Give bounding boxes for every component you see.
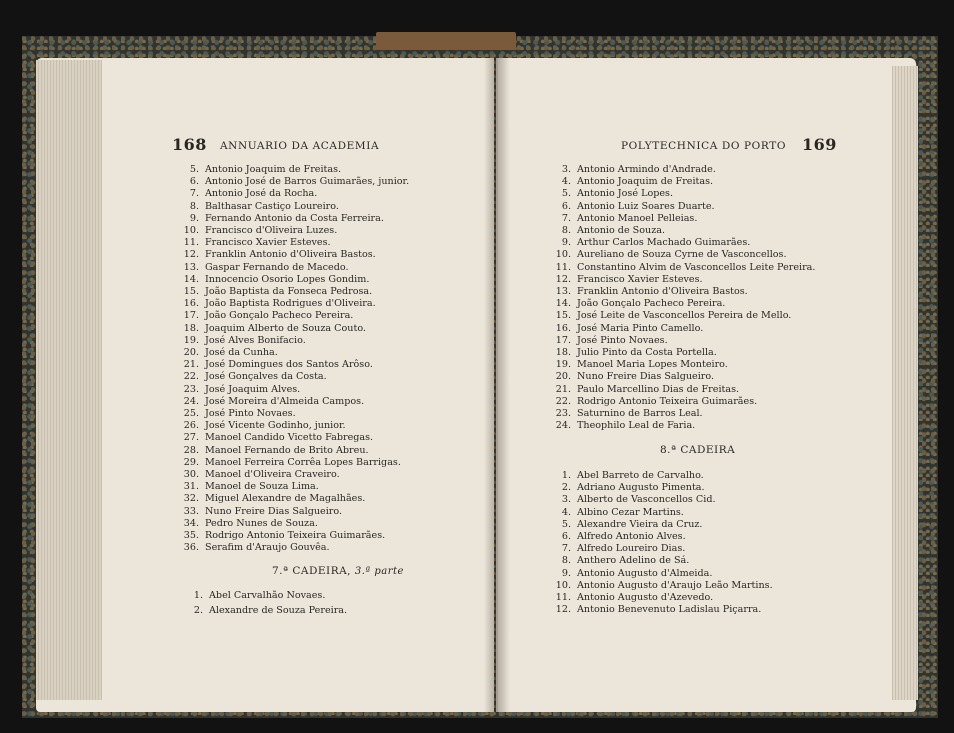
list-item	[183, 359, 373, 371]
entry-name: Manoel Fernando de Brito Abreu.	[205, 444, 369, 456]
entry-number: 7.	[561, 543, 571, 555]
entry-number: 10.	[555, 579, 571, 591]
entry-name: José Leite de Vasconcellos Pereira de Mello.	[577, 310, 792, 322]
list-item	[561, 482, 705, 494]
entry-name: Antonio José de Barros Guimarães, junior.	[205, 176, 410, 188]
entry-name: José Joaquim Alves.	[205, 383, 301, 395]
entry-name: Antonio Joaquim de Freitas.	[577, 176, 714, 188]
list-item	[183, 432, 374, 444]
entry-number: 12.	[183, 249, 199, 261]
list-item	[183, 347, 278, 358]
entry-number: 17.	[183, 310, 199, 322]
entry-number: 16.	[183, 298, 199, 310]
entry-number: 19.	[183, 334, 199, 346]
entry-number: 14.	[183, 273, 199, 285]
entry-name: Antonio José da Rocha.	[205, 188, 318, 200]
entry-number: 22.	[555, 395, 571, 407]
entry-number: 11.	[183, 237, 199, 249]
list-item	[183, 322, 366, 334]
entry-number: 13.	[183, 261, 199, 273]
entry-name: João Baptista Rodrigues d'Oliveira.	[205, 298, 376, 310]
entry-number: 25.	[183, 408, 199, 419]
entry-number: 18.	[183, 322, 199, 334]
entry-number: 3.	[561, 164, 571, 175]
entry-number: 24.	[555, 420, 571, 432]
entry-name: Manoel Maria Lopes Monteiro.	[577, 359, 728, 371]
list-item	[561, 470, 704, 481]
list-item	[561, 531, 686, 542]
list-item	[183, 383, 301, 395]
entry-number: 4.	[561, 176, 571, 188]
entry-name: Manoel Ferreira Corrêa Lopes Barrigas.	[205, 456, 401, 468]
list-item	[189, 164, 342, 175]
entry-name: Aureliano de Souza Cyrne de Vasconcellos.	[577, 249, 787, 261]
entry-number: 14.	[555, 298, 571, 310]
entry-number: 32.	[183, 493, 199, 505]
entry-number: 27.	[183, 432, 199, 444]
entry-number: 19.	[555, 359, 571, 371]
entry-number: 2.	[193, 604, 203, 616]
entry-name: João Gonçalo Pacheco Pereira.	[577, 298, 726, 310]
right-section-heading: 8.ª CADEIRA	[660, 444, 736, 456]
entry-name: Arthur Carlos Machado Guimarães.	[577, 237, 751, 249]
entry-name: José Moreira d'Almeida Campos.	[205, 395, 365, 407]
entry-name: Manoel Candido Vicetto Fabregas.	[205, 432, 374, 444]
entry-name: Saturnino de Barros Leal.	[577, 408, 703, 419]
entry-name: Fernando Antonio da Costa Ferreira.	[205, 212, 384, 224]
entry-name: Antonio Augusto d'Araujo Leão Martins.	[577, 579, 773, 591]
entry-name: Franklin Antonio d'Oliveira Bastos.	[577, 286, 748, 297]
entry-name: Paulo Marcellino Dias de Freitas.	[577, 383, 740, 395]
list-item	[189, 212, 384, 224]
entry-number: 31.	[183, 481, 199, 493]
list-item	[183, 517, 318, 529]
list-item	[561, 567, 713, 579]
entry-number: 15.	[555, 310, 571, 322]
list-item	[555, 334, 668, 346]
list-item	[183, 481, 319, 493]
list-item	[183, 225, 338, 236]
list-item	[183, 408, 296, 419]
entry-number: 9.	[189, 212, 199, 224]
list-item	[555, 420, 696, 432]
entry-number: 29.	[183, 456, 199, 468]
entry-number: 5.	[189, 164, 199, 175]
entry-number: 12.	[555, 273, 571, 285]
entry-number: 11.	[555, 261, 571, 273]
list-item	[183, 395, 365, 407]
entry-name: Adriano Augusto Pimenta.	[577, 482, 705, 494]
entry-name: Antonio Augusto d'Almeida.	[577, 567, 713, 579]
entry-number: 5.	[561, 518, 571, 530]
list-item	[555, 592, 714, 603]
entry-number: 36.	[183, 542, 199, 554]
left-section-heading-text: 7.ª CADEIRA,	[272, 565, 352, 577]
entry-number: 8.	[561, 225, 571, 236]
entry-number: 10.	[183, 225, 199, 236]
list-item	[183, 542, 330, 554]
list-item	[561, 164, 716, 175]
entry-name: José Domingues dos Santos Arôso.	[205, 359, 373, 371]
list-item	[183, 371, 327, 383]
list-item	[183, 456, 401, 468]
list-item	[555, 347, 717, 358]
list-item	[183, 298, 376, 310]
entry-name: Antonio Joaquim de Freitas.	[205, 164, 342, 175]
list-item	[561, 555, 690, 567]
list-item	[555, 383, 740, 395]
entry-number: 35.	[183, 530, 199, 541]
list-item	[183, 420, 346, 432]
entry-number: 9.	[561, 567, 571, 579]
entry-number: 15.	[183, 286, 199, 297]
list-item	[183, 334, 306, 346]
entry-number: 23.	[183, 383, 199, 395]
entry-name: Rodrigo Antonio Teixeira Guimarães.	[577, 395, 758, 407]
list-item	[555, 604, 762, 616]
entry-name: José da Cunha.	[205, 347, 278, 358]
entry-name: Francisco d'Oliveira Luzes.	[205, 225, 338, 236]
left-section-heading	[272, 565, 404, 577]
entry-name: Manoel d'Oliveira Craveiro.	[205, 469, 340, 480]
right-page-number: 169	[802, 135, 837, 154]
entry-name: Antonio Luiz Soares Duarte.	[577, 200, 715, 212]
entry-name: Nuno Freire Dias Salgueiro.	[577, 371, 715, 383]
list-item	[183, 237, 331, 249]
left-section-heading-italic: 3.ª parte	[354, 566, 404, 577]
entry-number: 3.	[561, 494, 571, 506]
entry-number: 30.	[183, 469, 199, 480]
list-item	[183, 273, 370, 285]
list-item	[555, 371, 715, 383]
entry-name: Gaspar Fernando de Macedo.	[205, 261, 349, 273]
list-item	[183, 261, 349, 273]
entry-name: Alexandre de Souza Pereira.	[209, 604, 348, 616]
entry-name: Francisco Xavier Esteves.	[205, 237, 331, 249]
entry-name: José Pinto Novaes.	[205, 408, 296, 419]
entry-name: Francisco Xavier Esteves.	[577, 273, 703, 285]
entry-name: Antonio Armindo d'Andrade.	[577, 164, 716, 175]
entry-name: José Pinto Novaes.	[577, 334, 668, 346]
list-item	[561, 188, 674, 200]
list-item	[555, 286, 748, 297]
list-item	[189, 188, 318, 200]
list-item	[561, 543, 686, 555]
entry-number: 24.	[183, 395, 199, 407]
list-item	[183, 249, 376, 261]
entry-number: 26.	[183, 420, 199, 432]
entry-number: 23.	[555, 408, 571, 419]
entry-name: José Vicente Godinho, junior.	[205, 420, 346, 432]
list-item	[561, 506, 684, 518]
list-item	[555, 395, 758, 407]
entry-number: 17.	[555, 334, 571, 346]
entry-number: 6.	[561, 200, 571, 212]
entry-name: Antonio Manoel Pelleias.	[577, 212, 698, 224]
list-item	[555, 322, 704, 334]
entry-number: 8.	[189, 200, 199, 212]
entry-number: 1.	[193, 590, 203, 601]
list-item	[555, 261, 816, 273]
entry-name: Antonio Benevenuto Ladislau Piçarra.	[577, 604, 762, 616]
entry-number: 9.	[561, 237, 571, 249]
list-item	[193, 604, 348, 616]
entry-number: 2.	[561, 482, 571, 494]
entry-number: 21.	[183, 359, 199, 371]
entry-name: Julio Pinto da Costa Portella.	[577, 347, 717, 358]
entry-name: Abel Barreto de Carvalho.	[577, 470, 704, 481]
entry-name: Miguel Alexandre de Magalhães.	[205, 493, 366, 505]
entry-number: 7.	[561, 212, 571, 224]
list-item	[193, 590, 326, 601]
entry-name: Antonio Augusto d'Azevedo.	[577, 592, 714, 603]
list-item	[561, 200, 715, 212]
entry-name: Manoel de Souza Lima.	[205, 481, 319, 493]
entry-name: Antonio de Souza.	[577, 225, 666, 236]
entry-number: 13.	[555, 286, 571, 297]
entry-name: Constantino Alvim de Vasconcellos Leite Pereira.	[577, 261, 816, 273]
entry-number: 16.	[555, 322, 571, 334]
entry-number: 22.	[183, 371, 199, 383]
list-item	[561, 237, 751, 249]
entry-number: 6.	[189, 176, 199, 188]
entry-name: Serafim d'Araujo Gouvêa.	[205, 542, 330, 554]
entry-name: José Gonçalves da Costa.	[205, 371, 327, 383]
right-page-edges	[892, 66, 918, 700]
entry-name: Abel Carvalhão Novaes.	[209, 590, 326, 601]
entry-number: 4.	[561, 506, 571, 518]
entry-number: 1.	[561, 470, 571, 481]
left-page-header: ANNUARIO DA ACADEMIA	[220, 140, 380, 152]
entry-name: José Alves Bonifacio.	[205, 334, 306, 346]
list-item	[555, 408, 703, 419]
entry-name: Balthasar Castiço Loureiro.	[205, 200, 339, 212]
list-item	[183, 444, 369, 456]
entry-number: 28.	[183, 444, 199, 456]
list-item	[561, 212, 698, 224]
list-item	[555, 359, 728, 371]
entry-name: Franklin Antonio d'Oliveira Bastos.	[205, 249, 376, 261]
entry-name: Rodrigo Antonio Teixeira Guimarães.	[205, 530, 386, 541]
entry-number: 33.	[183, 505, 199, 517]
list-item	[555, 273, 703, 285]
book-gutter	[484, 58, 510, 712]
entry-name: Alfredo Loureiro Dias.	[577, 543, 686, 555]
entry-number: 20.	[183, 347, 199, 358]
entry-number: 10.	[555, 249, 571, 261]
list-item	[561, 225, 666, 236]
entry-name: Anthero Adelino de Sá.	[577, 555, 690, 567]
entry-number: 8.	[561, 555, 571, 567]
entry-number: 11.	[555, 592, 571, 603]
right-page-header: POLYTECHNICA DO PORTO	[621, 140, 787, 152]
entry-name: Nuno Freire Dias Salgueiro.	[205, 505, 343, 517]
entry-number: 6.	[561, 531, 571, 542]
list-item	[555, 310, 792, 322]
entry-number: 12.	[555, 604, 571, 616]
entry-number: 5.	[561, 188, 571, 200]
entry-number: 34.	[183, 517, 199, 529]
entry-number: 7.	[189, 188, 199, 200]
list-item	[183, 286, 373, 297]
entry-name: Albino Cezar Martins.	[577, 506, 684, 518]
list-item	[561, 518, 703, 530]
entry-name: Alfredo Antonio Alves.	[577, 531, 686, 542]
entry-name: Joaquim Alberto de Souza Couto.	[205, 322, 366, 334]
list-item	[561, 176, 714, 188]
entry-number: 20.	[555, 371, 571, 383]
list-item	[183, 530, 386, 541]
entry-name: Antonio José Lopes.	[577, 188, 674, 200]
list-item	[189, 176, 410, 188]
list-item	[555, 298, 726, 310]
entry-name: Alberto de Vasconcellos Cid.	[577, 494, 716, 506]
list-item	[183, 310, 354, 322]
left-page-edges	[36, 60, 102, 700]
list-item	[183, 493, 366, 505]
entry-name: João Baptista da Fonseca Pedrosa.	[205, 286, 373, 297]
list-item	[555, 249, 787, 261]
entry-number: 18.	[555, 347, 571, 358]
entry-name: João Gonçalo Pacheco Pereira.	[205, 310, 354, 322]
entry-name: Theophilo Leal de Faria.	[577, 420, 696, 432]
entry-name: Alexandre Vieira da Cruz.	[577, 518, 703, 530]
list-item	[183, 469, 340, 480]
list-item	[561, 494, 716, 506]
entry-name: Innocencio Osorio Lopes Gondim.	[205, 273, 370, 285]
entry-name: Pedro Nunes de Souza.	[205, 517, 318, 529]
list-item	[183, 505, 343, 517]
list-item	[189, 200, 339, 212]
book-spine	[376, 32, 516, 50]
list-item	[555, 579, 773, 591]
entry-name: José Maria Pinto Camello.	[577, 322, 704, 334]
left-page-number: 168	[172, 135, 207, 154]
entry-number: 21.	[555, 383, 571, 395]
